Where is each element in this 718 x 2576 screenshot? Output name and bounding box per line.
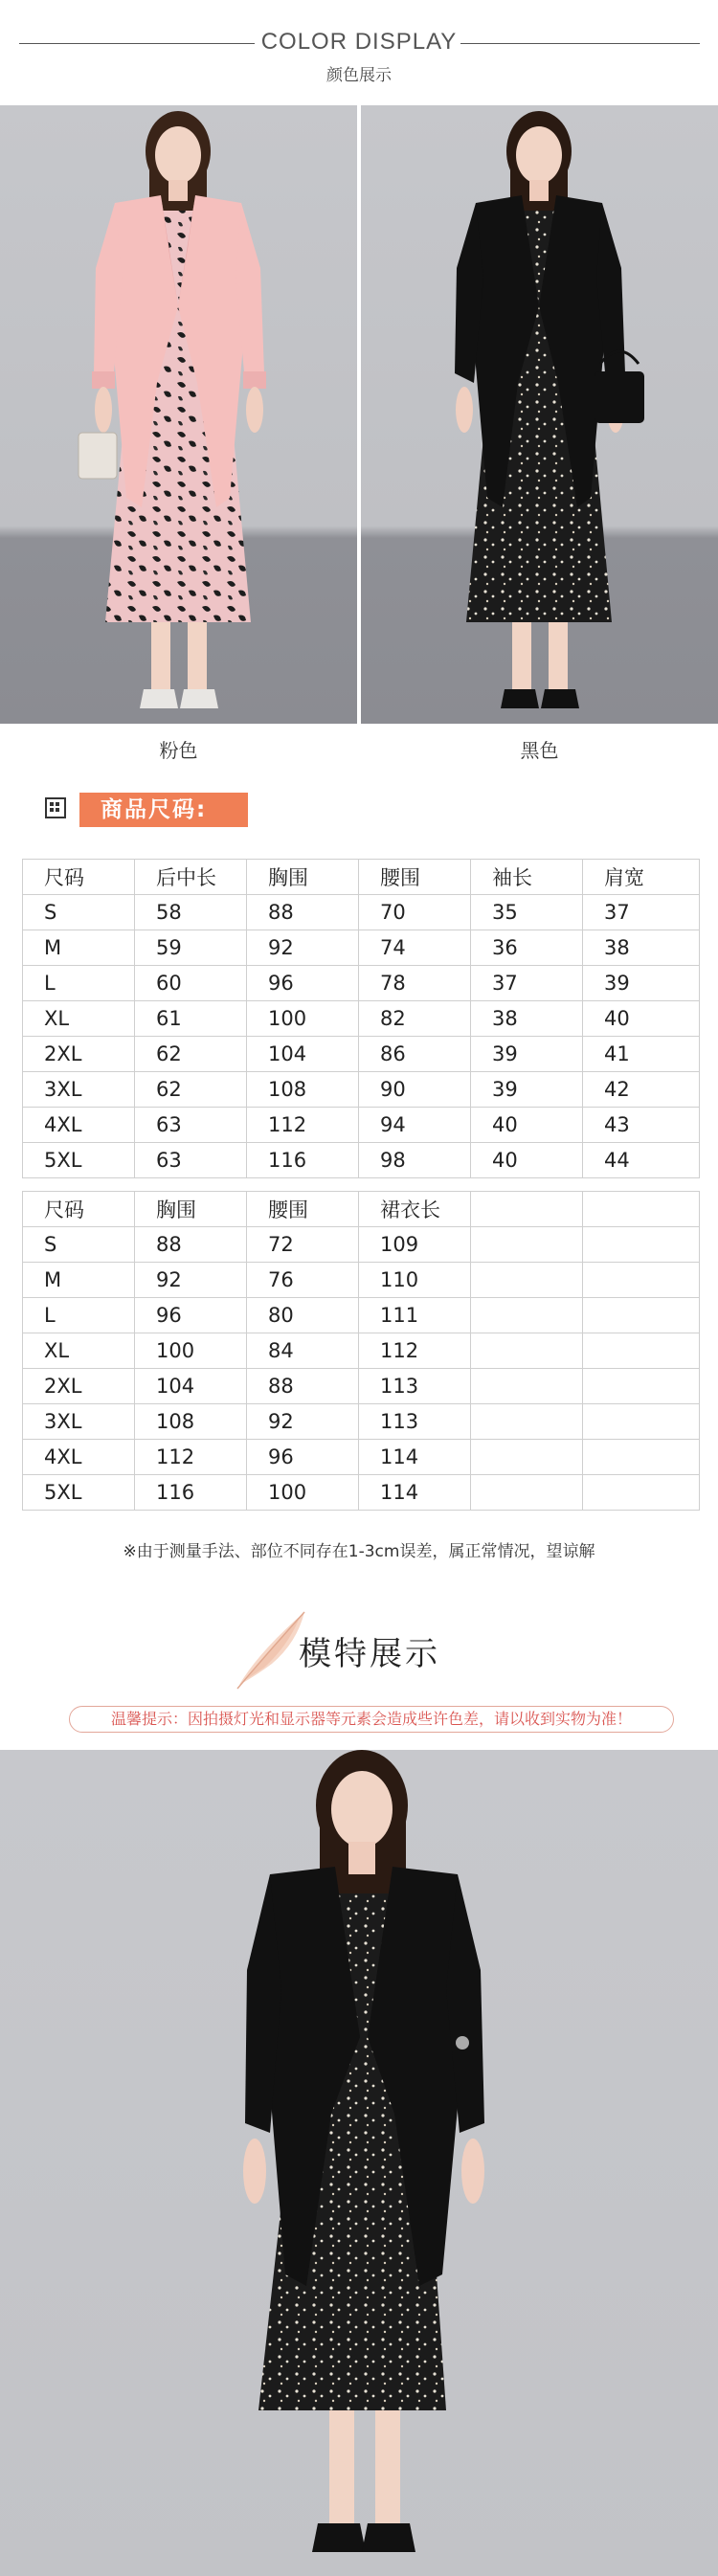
table-cell: 114 bbox=[359, 1440, 471, 1475]
dress-size-table bbox=[22, 1191, 700, 1511]
measurement-note: ※由于测量手法、部位不同存在1-3cm误差，属正常情况，望谅解 bbox=[123, 1542, 595, 1561]
table-cell bbox=[583, 1227, 700, 1263]
table-cell: XL bbox=[23, 1333, 135, 1369]
model-section-title: 模特展示 bbox=[299, 1635, 440, 1673]
pink-outfit-illustration bbox=[0, 105, 357, 724]
table-cell: 112 bbox=[247, 1108, 359, 1143]
table-cell: 92 bbox=[247, 930, 359, 966]
table-cell: 36 bbox=[471, 930, 583, 966]
header-cell: 尺码 bbox=[23, 860, 135, 895]
table-cell: 112 bbox=[135, 1440, 247, 1475]
table-cell: 100 bbox=[247, 1475, 359, 1511]
header-cell: 尺码 bbox=[23, 1192, 135, 1227]
table-cell: 2XL bbox=[23, 1037, 135, 1072]
table-cell: 116 bbox=[135, 1475, 247, 1511]
table-cell bbox=[583, 1404, 700, 1440]
table-cell: 96 bbox=[247, 1440, 359, 1475]
header-cell: 胸围 bbox=[247, 860, 359, 895]
table-cell: 94 bbox=[359, 1108, 471, 1143]
table-cell: 84 bbox=[247, 1333, 359, 1369]
table-row bbox=[23, 930, 700, 966]
table-cell bbox=[471, 1404, 583, 1440]
table-cell: 35 bbox=[471, 895, 583, 930]
table-cell: 37 bbox=[471, 966, 583, 1001]
table-cell: 88 bbox=[247, 1369, 359, 1404]
table-cell: 42 bbox=[583, 1072, 700, 1108]
header-cell: 肩宽 bbox=[583, 860, 700, 895]
header-cell: 胸围 bbox=[135, 1192, 247, 1227]
table-cell: 100 bbox=[135, 1333, 247, 1369]
blazer-size-table bbox=[22, 859, 700, 1178]
table-cell: 74 bbox=[359, 930, 471, 966]
table-cell: M bbox=[23, 1263, 135, 1298]
table-cell: 61 bbox=[135, 1001, 247, 1037]
table-cell: 62 bbox=[135, 1037, 247, 1072]
table-cell: 44 bbox=[583, 1143, 700, 1178]
table-cell: 92 bbox=[135, 1263, 247, 1298]
table-cell: 90 bbox=[359, 1072, 471, 1108]
table-cell: 98 bbox=[359, 1143, 471, 1178]
table-cell: 2XL bbox=[23, 1369, 135, 1404]
table-cell: 62 bbox=[135, 1072, 247, 1108]
pink-color-label: 粉色 bbox=[159, 739, 198, 762]
table-row bbox=[23, 1404, 700, 1440]
table-row bbox=[23, 1475, 700, 1511]
table-cell: 76 bbox=[247, 1263, 359, 1298]
table-cell: 113 bbox=[359, 1404, 471, 1440]
table-cell: 80 bbox=[247, 1298, 359, 1333]
table-cell: 60 bbox=[135, 966, 247, 1001]
table-cell bbox=[471, 1369, 583, 1404]
header-cell bbox=[583, 1192, 700, 1227]
table-cell: L bbox=[23, 966, 135, 1001]
table-row bbox=[23, 1440, 700, 1475]
table-cell: 109 bbox=[359, 1227, 471, 1263]
color-display-subtitle: 颜色展示 bbox=[326, 66, 392, 85]
pink-outfit-photo bbox=[0, 105, 357, 724]
table-cell: 5XL bbox=[23, 1475, 135, 1511]
table-cell: 100 bbox=[247, 1001, 359, 1037]
black-color-label: 黑色 bbox=[520, 739, 559, 762]
table-cell bbox=[583, 1369, 700, 1404]
table-cell: 114 bbox=[359, 1475, 471, 1511]
table-cell: 70 bbox=[359, 895, 471, 930]
table-row bbox=[23, 1333, 700, 1369]
header-cell: 腰围 bbox=[359, 860, 471, 895]
table-cell: 39 bbox=[583, 966, 700, 1001]
table-cell: 3XL bbox=[23, 1072, 135, 1108]
table-cell: 88 bbox=[247, 895, 359, 930]
table-cell bbox=[583, 1263, 700, 1298]
table-cell: 96 bbox=[135, 1298, 247, 1333]
table-cell bbox=[583, 1475, 700, 1511]
table-cell bbox=[471, 1475, 583, 1511]
header-cell: 后中长 bbox=[135, 860, 247, 895]
table-cell: 111 bbox=[359, 1298, 471, 1333]
table-cell: 38 bbox=[583, 930, 700, 966]
table-cell: 63 bbox=[135, 1108, 247, 1143]
table-cell: 43 bbox=[583, 1108, 700, 1143]
table-cell: 96 bbox=[247, 966, 359, 1001]
table-cell bbox=[471, 1227, 583, 1263]
table-cell: 41 bbox=[583, 1037, 700, 1072]
size-section-title: 商品尺码: bbox=[79, 793, 248, 827]
table-cell: 39 bbox=[471, 1072, 583, 1108]
table-cell: 63 bbox=[135, 1143, 247, 1178]
table-cell: 37 bbox=[583, 895, 700, 930]
table-cell bbox=[471, 1440, 583, 1475]
table-cell: S bbox=[23, 1227, 135, 1263]
table-cell: 40 bbox=[583, 1001, 700, 1037]
table-row bbox=[23, 895, 700, 930]
table-cell: 92 bbox=[247, 1404, 359, 1440]
table-cell: 104 bbox=[247, 1037, 359, 1072]
black-outfit-illustration bbox=[361, 105, 718, 724]
table-row bbox=[23, 1263, 700, 1298]
table-cell: 78 bbox=[359, 966, 471, 1001]
table-row bbox=[23, 1001, 700, 1037]
table-cell: 58 bbox=[135, 895, 247, 930]
table-row bbox=[23, 1037, 700, 1072]
header-cell: 裙衣长 bbox=[359, 1192, 471, 1227]
table-row bbox=[23, 1369, 700, 1404]
table-row bbox=[23, 1298, 700, 1333]
header-cell: 袖长 bbox=[471, 860, 583, 895]
color-difference-tip: 温馨提示：因拍摄灯光和显示器等元素会造成些许色差，请以收到实物为准！ bbox=[69, 1706, 674, 1733]
grid-table-icon bbox=[45, 797, 66, 818]
table-cell: 4XL bbox=[23, 1440, 135, 1475]
table-row bbox=[23, 1143, 700, 1178]
table-cell: 113 bbox=[359, 1369, 471, 1404]
table-cell: M bbox=[23, 930, 135, 966]
table-cell: 86 bbox=[359, 1037, 471, 1072]
table-cell: 59 bbox=[135, 930, 247, 966]
table-cell bbox=[583, 1440, 700, 1475]
table-row bbox=[23, 1108, 700, 1143]
table-cell: 112 bbox=[359, 1333, 471, 1369]
table-cell: 40 bbox=[471, 1143, 583, 1178]
black-outfit-photo bbox=[361, 105, 718, 724]
table-cell bbox=[583, 1298, 700, 1333]
table-header-row bbox=[23, 860, 700, 895]
table-cell bbox=[471, 1333, 583, 1369]
table-cell: S bbox=[23, 895, 135, 930]
table-cell: 40 bbox=[471, 1108, 583, 1143]
table-row bbox=[23, 966, 700, 1001]
table-cell: 108 bbox=[135, 1404, 247, 1440]
model-illustration bbox=[0, 1750, 718, 2576]
table-cell: 104 bbox=[135, 1369, 247, 1404]
table-cell: 38 bbox=[471, 1001, 583, 1037]
table-header-row bbox=[23, 1192, 700, 1227]
color-display-title: COLOR DISPLAY bbox=[260, 29, 458, 55]
table-cell: 110 bbox=[359, 1263, 471, 1298]
table-cell: L bbox=[23, 1298, 135, 1333]
table-row bbox=[23, 1072, 700, 1108]
table-cell: XL bbox=[23, 1001, 135, 1037]
table-cell: 108 bbox=[247, 1072, 359, 1108]
table-cell bbox=[471, 1298, 583, 1333]
header-cell: 腰围 bbox=[247, 1192, 359, 1227]
table-cell bbox=[583, 1333, 700, 1369]
table-cell bbox=[471, 1263, 583, 1298]
table-cell: 3XL bbox=[23, 1404, 135, 1440]
table-cell: 5XL bbox=[23, 1143, 135, 1178]
model-photo bbox=[0, 1750, 718, 2576]
table-cell: 88 bbox=[135, 1227, 247, 1263]
table-cell: 82 bbox=[359, 1001, 471, 1037]
table-row bbox=[23, 1227, 700, 1263]
table-cell: 72 bbox=[247, 1227, 359, 1263]
header-cell bbox=[471, 1192, 583, 1227]
table-cell: 116 bbox=[247, 1143, 359, 1178]
table-cell: 4XL bbox=[23, 1108, 135, 1143]
table-cell: 39 bbox=[471, 1037, 583, 1072]
